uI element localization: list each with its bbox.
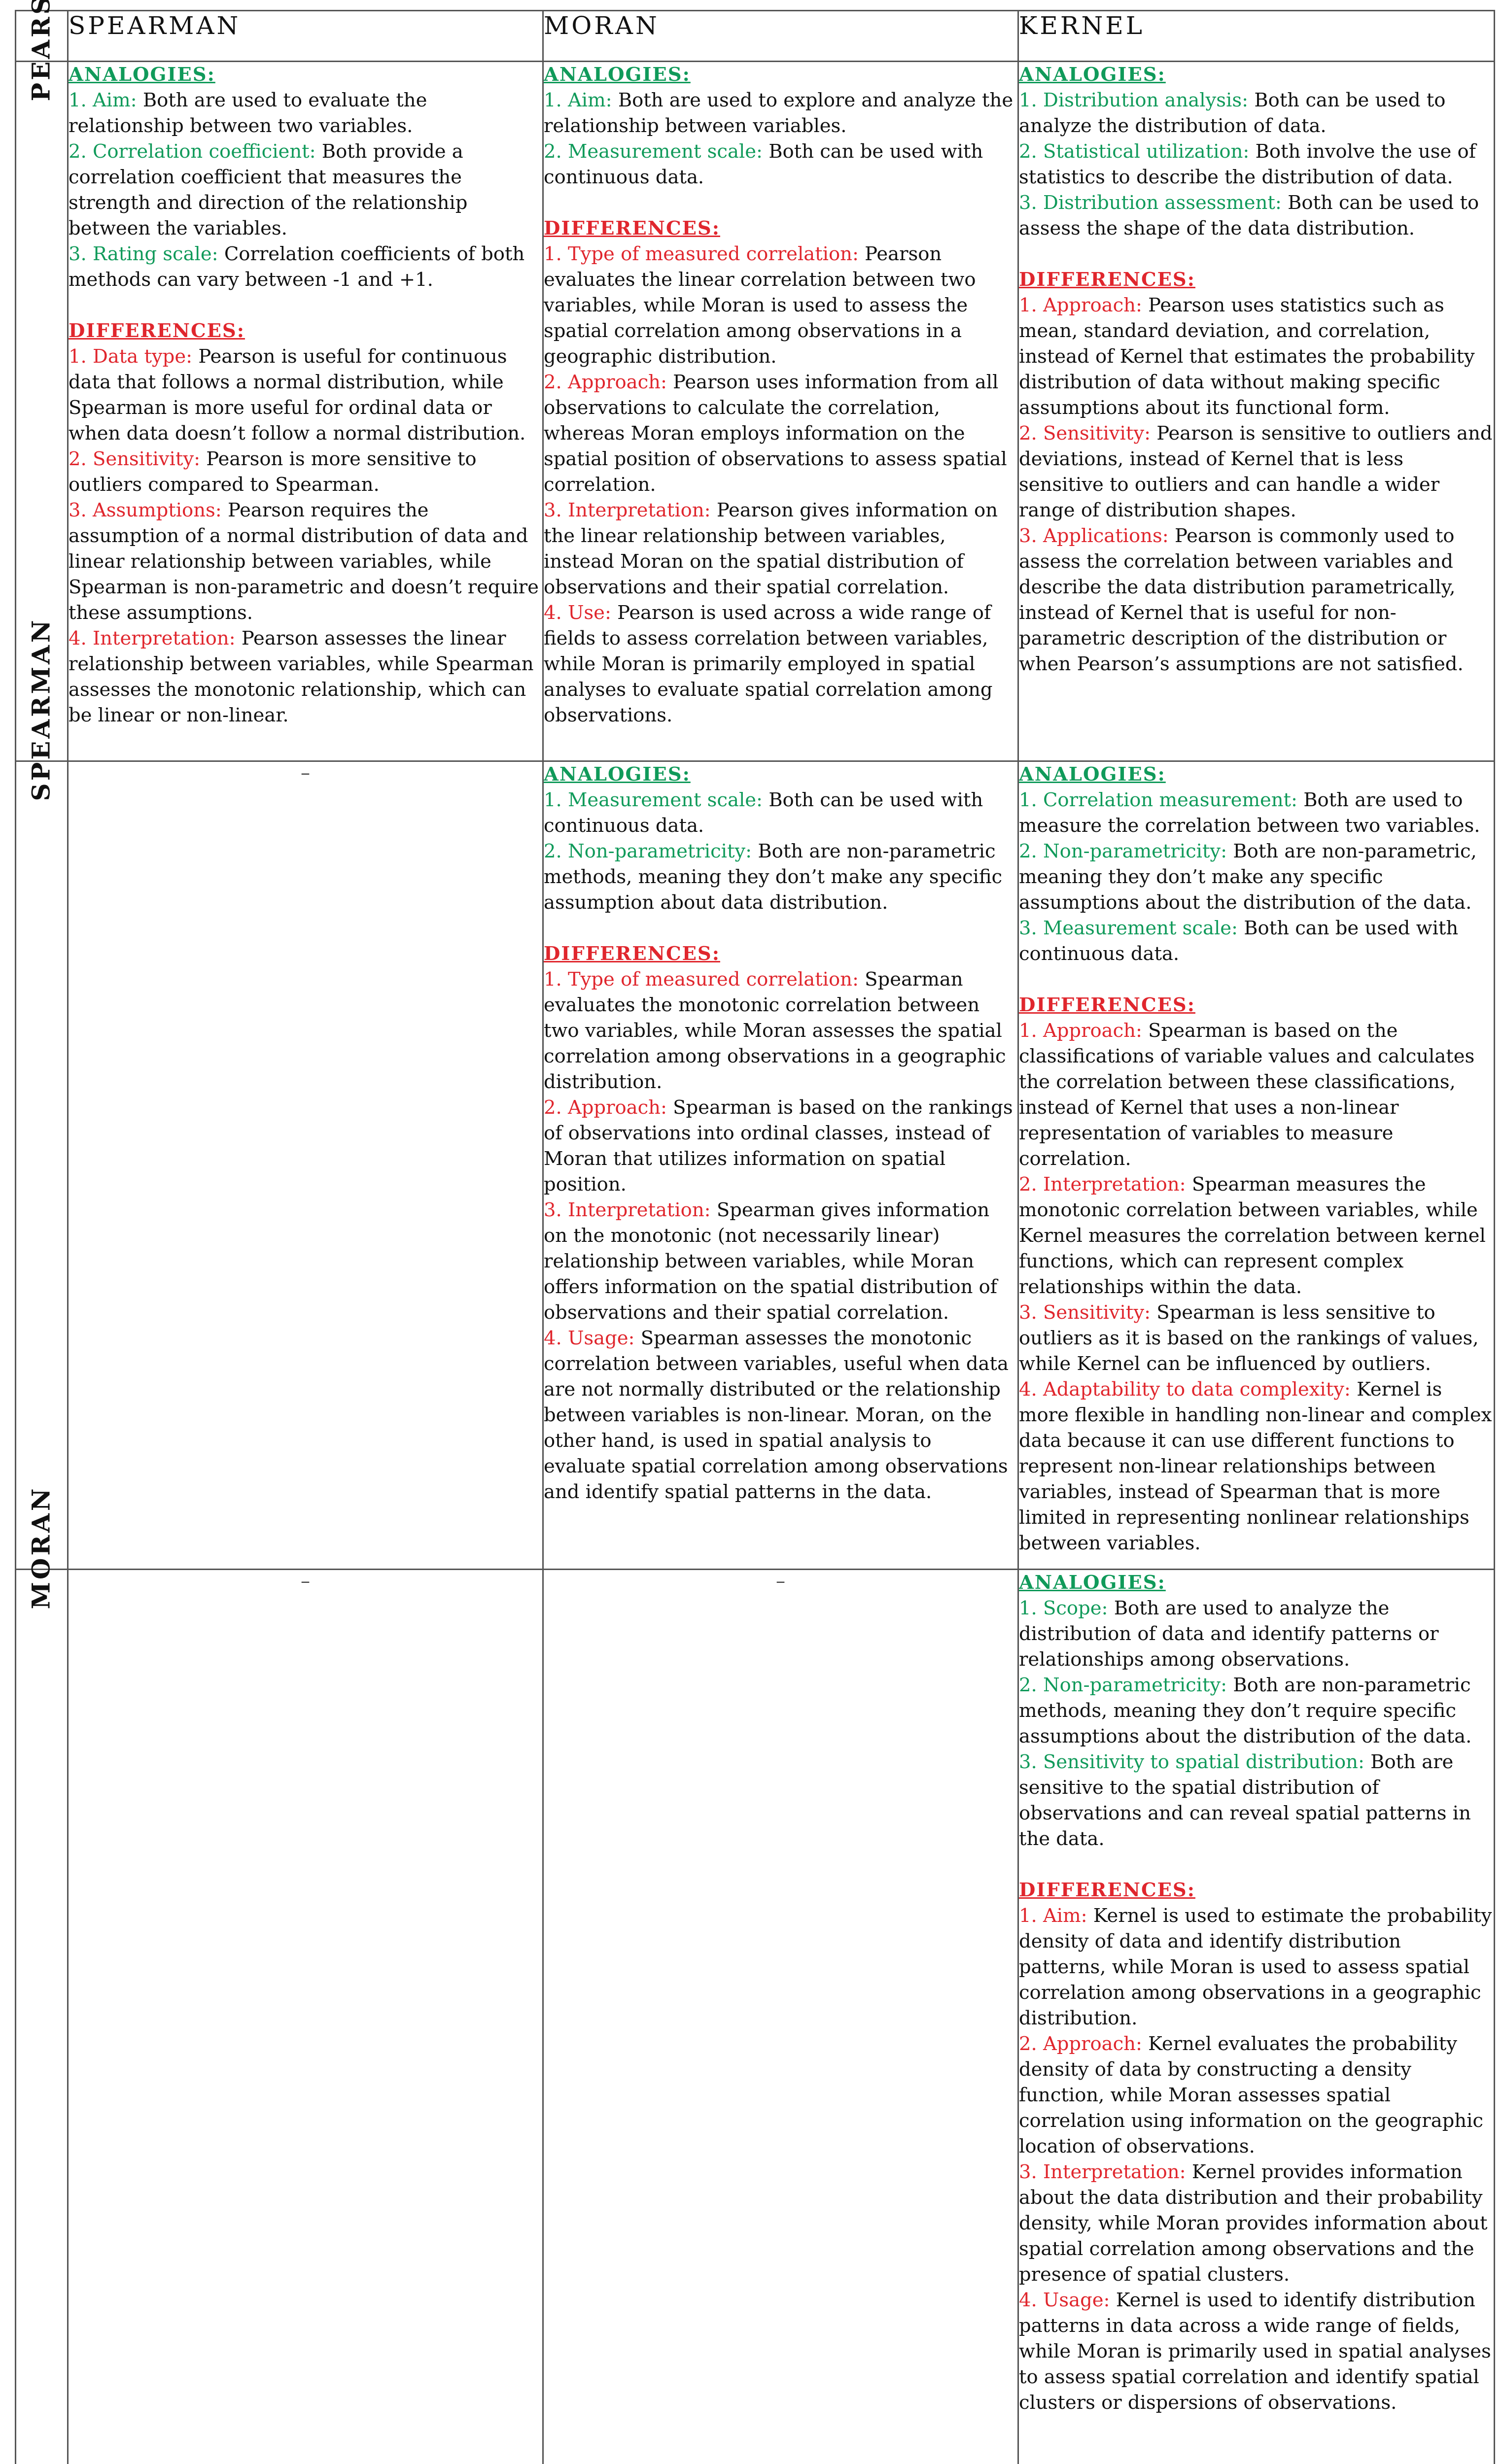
item-text: Kernel is used to identify distribution patterns in data across a wide range of fields, while Moran is primarily used in spatial analyses to assess spatial correlation and identify spatial clusters or dispersions of observations. xyxy=(1019,2289,1491,2414)
item-text: Both can be used to analyze the distribution of data. xyxy=(1019,89,1446,137)
analogies-item xyxy=(1019,1673,1494,1749)
cell-pearson-kernel xyxy=(1018,62,1495,761)
differences-item xyxy=(1019,2159,1494,2288)
differences-item xyxy=(1019,523,1494,677)
differences-item xyxy=(69,626,542,728)
analogies-item xyxy=(1019,139,1494,190)
item-text: Pearson evaluates the linear correlation between two variables, while Moran is used to assess the spatial correlation among observations in a geographic distribution. xyxy=(544,243,976,368)
item-text: Both are used to explore and analyze the relationship between variables. xyxy=(544,89,1014,137)
differences-item xyxy=(544,1198,1017,1326)
item-text: Both are non-parametric methods, meaning they don’t make any specific assumption about data distribution. xyxy=(544,840,1003,914)
item-text: Kernel is more flexible in handling non-linear and complex data because it can use different functions to represent non-linear relationships between variables, instead of Spearman that is more limited in representing nonlinear relationships between variables. xyxy=(1019,1378,1492,1554)
row-header-label: SPEARMAN xyxy=(26,617,56,801)
item-label: 2. Interpretation: xyxy=(1019,1173,1186,1196)
analogies-item xyxy=(69,88,542,139)
analogies-item xyxy=(544,139,1017,190)
item-label: 2. Approach: xyxy=(544,371,667,393)
item-text: Both involve the use of statistics to describe the distribution of data. xyxy=(1019,140,1476,188)
item-label: 1. Data type: xyxy=(69,345,193,368)
differences-item xyxy=(1019,1300,1494,1377)
row-header-moran xyxy=(16,1486,68,2464)
item-text: Pearson uses statistics such as mean, standard deviation, and correlation, instead of Kernel that estimates the probability distribution of data without making specific assumptions about its functional form. xyxy=(1019,294,1475,419)
differences-heading: DIFFERENCES: xyxy=(1019,269,1195,291)
differences-item xyxy=(1019,1903,1494,2031)
row-pearson xyxy=(16,62,1495,761)
item-label: 3. Sensitivity to spatial distribution: xyxy=(1019,1751,1364,1773)
differences-item xyxy=(69,446,542,498)
differences-heading: DIFFERENCES: xyxy=(1019,1879,1195,1901)
item-text: Spearman evaluates the monotonic correlation between two variables, while Moran assesses the spatial correlation among observations in a geographic distribution. xyxy=(544,968,1006,1093)
item-label: 1. Measurement scale: xyxy=(544,789,763,811)
cell-pearson-moran xyxy=(543,62,1018,761)
row-header-label: MORAN xyxy=(26,1486,56,1609)
differences-item xyxy=(1019,1377,1494,1556)
item-text: Kernel provides information about the data distribution and their probability density, while Moran provides information about spatial correlation among observations and the presence of spatial clusters. xyxy=(1019,2161,1488,2286)
item-label: 1. Scope: xyxy=(1019,1597,1108,1619)
differences-item xyxy=(544,498,1017,600)
item-label: 1. Aim: xyxy=(69,89,137,111)
item-text: Both are used to measure the correlation between two variables. xyxy=(1019,789,1480,837)
item-text: Both are non-parametric, meaning they don’t make any specific assumptions about the distribution of the data. xyxy=(1019,840,1477,914)
analogies-item xyxy=(1019,190,1494,241)
item-label: 2. Sensitivity: xyxy=(69,448,201,470)
row-header-label xyxy=(27,52,56,102)
item-text: Kernel is used to estimate the probability density of data and identify distribution patterns, while Moran is used to assess spatial correlation among observations in a geographic distribution. xyxy=(1019,1905,1492,2029)
analogies-heading: ANALOGIES: xyxy=(1019,1572,1166,1594)
analogies-item xyxy=(1019,916,1494,967)
item-text: Spearman assesses the monotonic correlation between variables, useful when data are not normally distributed or the relationship between variables is non-linear. Moran, on the other hand, is used in spatial analysis to evaluate spatial correlation among observations and identify spatial patterns in the data. xyxy=(544,1327,1009,1503)
item-text: Both provide a correlation coefficient that measures the strength and direction of the relationship between the variables. xyxy=(69,140,468,240)
analogies-heading: ANALOGIES: xyxy=(69,64,215,86)
item-text: Pearson is used across a wide range of fields to assess correlation between variables, while Moran is primarily employed in spatial analyses to evaluate spatial correlation among observations. xyxy=(544,602,993,726)
item-text: Pearson is useful for continuous data that follows a normal distribution, while Spearman is more useful for ordinal data or when data doesn’t follow a normal distribution. xyxy=(69,345,526,445)
cell-spearman-spearman-empty: – xyxy=(68,761,543,1570)
differences-item xyxy=(1019,293,1494,421)
item-text: Pearson gives information on the linear relationship between variables, instead Moran on the spatial distribution of observations and their spatial correlation. xyxy=(544,499,998,598)
item-text: Both are used to analyze the distribution of data and identify patterns or relationships among observations. xyxy=(1019,1597,1439,1671)
column-header-moran: MORAN xyxy=(543,11,1018,62)
cell-moran-spearman-empty: – xyxy=(68,1570,543,2464)
item-label: 4. Adaptability to data complexity: xyxy=(1019,1378,1351,1401)
item-text: Both are sensitive to the spatial distribution of observations and can reveal spatial patterns in the data. xyxy=(1019,1751,1471,1850)
item-label: 1. Type of measured correlation: xyxy=(544,968,859,991)
item-label: 4. Use: xyxy=(544,602,611,624)
differences-item xyxy=(544,1326,1017,1505)
analogies-item xyxy=(1019,1749,1494,1852)
comparison-table xyxy=(15,10,1495,2464)
differences-item xyxy=(69,344,542,446)
item-text: Spearman is based on the rankings of observations into ordinal classes, instead of Moran that utilizes information on spatial position. xyxy=(544,1096,1013,1196)
item-text: Spearman is based on the classifications of variable values and calculates the correlation between these classifications, instead of Kernel that uses a non-linear representation of variables to measure correlation. xyxy=(1019,1020,1475,1170)
differences-item xyxy=(544,600,1017,728)
analogies-heading: ANALOGIES: xyxy=(1019,64,1166,86)
item-text: Both can be used to assess the shape of the data distribution. xyxy=(1019,192,1479,240)
item-label: 3. Distribution assessment: xyxy=(1019,192,1282,214)
item-label: 2. Approach: xyxy=(544,1096,667,1119)
differences-heading: DIFFERENCES: xyxy=(1019,994,1195,1016)
differences-item xyxy=(1019,2288,1494,2416)
differences-item xyxy=(544,1095,1017,1198)
differences-item xyxy=(1019,1018,1494,1172)
differences-heading: DIFFERENCES: xyxy=(69,320,245,342)
cell-spearman-kernel xyxy=(1018,761,1495,1570)
cell-moran-moran-empty: – xyxy=(543,1570,1018,2464)
item-label: 2. Non-parametricity: xyxy=(1019,840,1227,862)
analogies-heading: ANALOGIES: xyxy=(544,64,691,86)
item-label: 1. Correlation measurement: xyxy=(1019,789,1297,811)
item-label: 3. Interpretation: xyxy=(1019,2161,1186,2183)
column-header-spearman: SPEARMAN xyxy=(68,11,543,62)
differences-item xyxy=(1019,421,1494,523)
item-text: Pearson assesses the linear relationship between variables, while Spearman assesses the monotonic relationship, which can be linear or non-linear. xyxy=(69,627,534,726)
item-text: Spearman is less sensitive to outliers as it is based on the rankings of values, while Kernel can be influenced by outliers. xyxy=(1019,1301,1479,1375)
item-text: Pearson is commonly used to assess the correlation between variables and describe the data distribution parametrically, instead of Kernel that is useful for non-parametric description of the distribution or when Pearson’s assumptions are not satisfied. xyxy=(1019,525,1464,675)
analogies-item xyxy=(1019,1596,1494,1673)
item-text: Correlation coefficients of both methods can vary between -1 and +1. xyxy=(69,243,525,291)
item-label: 1. Aim: xyxy=(544,89,612,111)
column-header-kernel: KERNEL xyxy=(1018,11,1495,62)
row-header-spearman xyxy=(16,617,68,1570)
differences-item xyxy=(544,370,1017,498)
item-label: 2. Sensitivity: xyxy=(1019,422,1151,445)
differences-item xyxy=(544,967,1017,1095)
cell-spearman-moran xyxy=(543,761,1018,1570)
item-text: Spearman measures the monotonic correlation between variables, while Kernel measures the correlation between kernel functions, which can represent complex relationships within the data. xyxy=(1019,1173,1486,1298)
item-label: 2. Non-parametricity: xyxy=(544,840,752,862)
item-text: Both can be used with continuous data. xyxy=(544,789,983,837)
item-label: 1. Type of measured correlation: xyxy=(544,243,859,265)
cell-pearson-spearman xyxy=(68,62,543,761)
differences-item xyxy=(69,498,542,626)
analogies-item xyxy=(69,139,542,241)
item-text: Both can be used with continuous data. xyxy=(1019,917,1459,965)
item-label: 2. Non-parametricity: xyxy=(1019,1674,1227,1696)
item-label: 1. Distribution analysis: xyxy=(1019,89,1249,111)
item-label: 3. Assumptions: xyxy=(69,499,222,521)
differences-heading: DIFFERENCES: xyxy=(544,943,720,965)
item-text: Pearson is more sensitive to outliers compared to Spearman. xyxy=(69,448,477,496)
header-row xyxy=(16,11,1495,62)
item-label: 2. Correlation coefficient: xyxy=(69,140,316,163)
item-label: 2. Measurement scale: xyxy=(544,140,763,163)
row-moran xyxy=(16,1570,1495,2464)
item-label: 3. Sensitivity: xyxy=(1019,1301,1151,1324)
cell-moran-kernel xyxy=(1018,1570,1495,2464)
item-label: 3. Measurement scale: xyxy=(1019,917,1238,939)
item-text: Pearson is sensitive to outliers and deviations, instead of Kernel that is less sensitive to outliers and can handle a wider range of distribution shapes. xyxy=(1019,422,1493,521)
item-text: Kernel evaluates the probability density of data by constructing a density function, while Moran assesses spatial correlation using information on the geographic location of observations. xyxy=(1019,2033,1483,2157)
analogies-heading: ANALOGIES: xyxy=(1019,763,1166,786)
differences-item xyxy=(1019,1172,1494,1300)
item-label: 2. Statistical utilization: xyxy=(1019,140,1250,163)
item-label: 4. Usage: xyxy=(544,1327,635,1349)
differences-heading: DIFFERENCES: xyxy=(544,217,720,240)
item-label: 4. Interpretation: xyxy=(69,627,236,650)
item-label: 4. Usage: xyxy=(1019,2289,1110,2311)
item-text: Both can be used with continuous data. xyxy=(544,140,983,188)
item-label: 3. Rating scale: xyxy=(69,243,218,265)
differences-item xyxy=(544,241,1017,370)
item-label: 3. Applications: xyxy=(1019,525,1169,547)
analogies-item xyxy=(1019,839,1494,916)
item-label: 3. Interpretation: xyxy=(544,1199,711,1221)
item-label: 1. Approach: xyxy=(1019,294,1142,316)
item-label: 3. Interpretation: xyxy=(544,499,711,521)
analogies-item xyxy=(1019,88,1494,139)
item-text: Both are non-parametric methods, meaning they don’t require specific assumptions about the distribution of the data. xyxy=(1019,1674,1472,1747)
row-spearman xyxy=(16,761,1495,1570)
item-text: Spearman gives information on the monotonic (not necessarily linear) relationship between variables, while Moran offers information on the spatial distribution of observations and their spatial correlation. xyxy=(544,1199,998,1324)
analogies-item xyxy=(544,88,1017,139)
analogies-heading: ANALOGIES: xyxy=(544,763,691,786)
differences-item xyxy=(1019,2031,1494,2159)
item-text: Both are used to evaluate the relationship between two variables. xyxy=(69,89,427,137)
item-label: 1. Aim: xyxy=(1019,1905,1087,1927)
item-label: 2. Approach: xyxy=(1019,2033,1142,2055)
analogies-item xyxy=(544,839,1017,916)
analogies-item xyxy=(69,241,542,293)
item-text: Pearson uses information from all observations to calculate the correlation, whereas Moran employs information on the spatial position of observations to assess spatial correlation. xyxy=(544,371,1007,496)
item-label: 1. Approach: xyxy=(1019,1020,1142,1042)
analogies-item xyxy=(544,787,1017,839)
analogies-item xyxy=(1019,787,1494,839)
item-text: Pearson requires the assumption of a normal distribution of data and linear relationship between variables, while Spearman is non-parametric and doesn’t require these assumptions. xyxy=(69,499,539,624)
